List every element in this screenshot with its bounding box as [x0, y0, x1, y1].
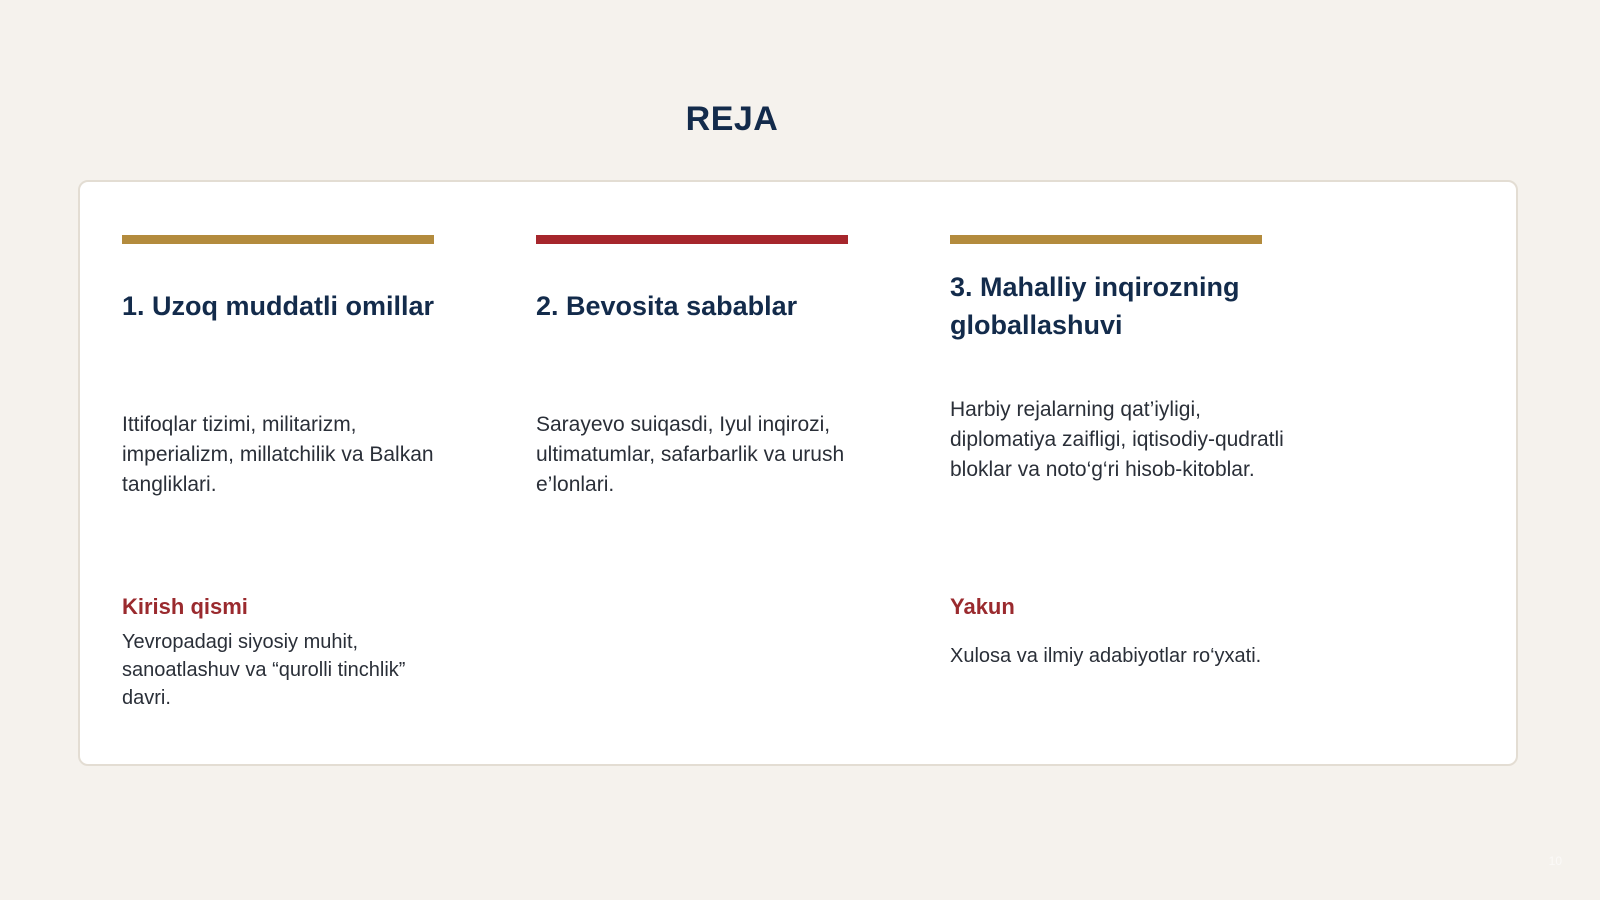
column-1-accent-bar [122, 235, 434, 244]
column-1-heading: 1. Uzoq muddatli omillar [122, 291, 435, 321]
column-2-description: Sarayevo suiqasdi, Iyul inqirozi, ultimatumlar, safarbarlik va urush e’lonlari. [536, 413, 845, 496]
column-3-heading: 3. Mahalliy inqirozning globallashuvi [950, 272, 1240, 340]
slide-title: REJA [685, 100, 779, 138]
column-2-heading: 2. Bevosita sabablar [536, 291, 798, 321]
conclusion-title: Yakun [950, 594, 1015, 619]
column-3-accent-bar [950, 235, 1262, 244]
column-2-accent-bar [536, 235, 848, 244]
conclusion-description: Xulosa va ilmiy adabiyotlar ro‘yxati. [950, 645, 1262, 667]
page-number: 10 [1548, 854, 1562, 868]
plan-card [78, 180, 1518, 766]
introduction-description: Yevropadagi siyosiy muhit, sanoatlashuv va “qurolli tinchlik” davri. [122, 631, 406, 709]
introduction-title: Kirish qismi [122, 594, 248, 619]
column-3-description: Harbiy rejalarning qat’iyligi, diplomatiya zaifligi, iqtisodiy-qudratli bloklar va noto‘g‘ri hisob-kitoblar. [950, 398, 1284, 481]
column-1-description: Ittifoqlar tizimi, militarizm, imperializm, millatchilik va Balkan tangliklari. [122, 413, 434, 496]
